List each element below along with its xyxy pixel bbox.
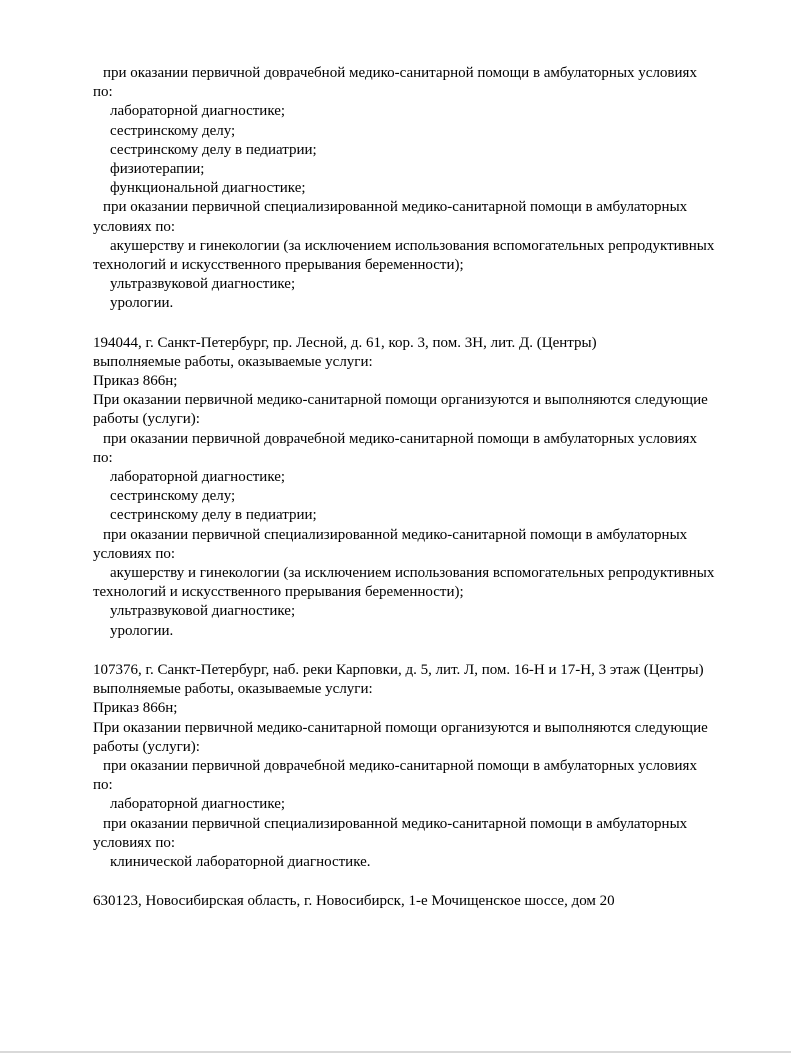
document-line: при оказании первичной доврачебной медико-санитарной помощи в амбулаторных условиях xyxy=(103,65,697,81)
document-line: сестринскому делу; xyxy=(110,488,236,505)
document-line: ультразвуковой диагностике; xyxy=(110,603,296,620)
document-line: условиях по: xyxy=(93,545,176,562)
document-line: технологий и искусственного прерывания беременности); xyxy=(93,257,464,274)
document-line: условиях по: xyxy=(93,218,176,235)
document-line: акушерству и гинекологии (за исключением использования вспомогательных репродуктивных xyxy=(110,237,715,254)
document-line: при оказании первичной доврачебной медико-санитарной помощи в амбулаторных условиях xyxy=(103,430,697,447)
document-line: при оказании первичной доврачебной медико-санитарной помощи в амбулаторных условиях xyxy=(103,757,697,774)
document-section-address-lesnoy-61 xyxy=(93,334,783,641)
document-line: при оказании первичной специализированной медико-санитарной помощи в амбулаторных xyxy=(103,815,688,832)
document-line: 630123, Новосибирская область, г. Новосибирск, 1-е Мочищенское шоссе, дом 20 xyxy=(93,893,615,910)
document-line: сестринскому делу; xyxy=(110,122,236,139)
document-line: ультразвуковой диагностике; xyxy=(110,276,296,293)
document-line: работы (услуги): xyxy=(93,411,200,428)
document-line: лабораторной диагностике; xyxy=(110,469,286,486)
document-section-services-list-continuation xyxy=(93,64,783,314)
license-document-text xyxy=(93,64,783,911)
document-line: функциональной диагностике; xyxy=(110,180,306,197)
document-line: При оказании первичной медико-санитарной помощи организуются и выполняются следующие xyxy=(93,392,708,409)
document-line: условиях по: xyxy=(93,834,176,851)
document-line: клинической лабораторной диагностике. xyxy=(110,853,371,870)
document-line: 107376, г. Санкт-Петербург, наб. реки Карповки, д. 5, лит. Л, пом. 16-Н и 17-Н, 3 этаж (Центры) xyxy=(93,661,704,678)
document-line: урологии. xyxy=(110,295,174,312)
document-line: работы (услуги): xyxy=(93,738,200,755)
document-line: урологии. xyxy=(110,622,174,639)
document-line: физиотерапии; xyxy=(110,161,205,178)
document-line: при оказании первичной специализированной медико-санитарной помощи в амбулаторных xyxy=(103,199,688,216)
document-section-address-novosibirsk xyxy=(93,892,783,911)
document-line: акушерству и гинекологии (за исключением использования вспомогательных репродуктивных xyxy=(110,565,715,582)
bottom-divider xyxy=(0,1051,791,1053)
document-line: выполняемые работы, оказываемые услуги: xyxy=(93,681,373,698)
document-line: технологий и искусственного прерывания беременности); xyxy=(93,584,464,601)
document-line: Приказ 866н; xyxy=(93,373,178,390)
document-line: Приказ 866н; xyxy=(93,700,178,717)
document-line: сестринскому делу в педиатрии; xyxy=(110,141,317,158)
document-line: лабораторной диагностике; xyxy=(110,103,286,120)
document-line: по: xyxy=(93,84,113,101)
document-line: при оказании первичной специализированной медико-санитарной помощи в амбулаторных xyxy=(103,526,688,543)
document-line: сестринскому делу в педиатрии; xyxy=(110,507,317,524)
document-line: по: xyxy=(93,449,113,466)
document-line: лабораторной диагностике; xyxy=(110,796,286,813)
document-line: по: xyxy=(93,777,113,794)
document-line: 194044, г. Санкт-Петербург, пр. Лесной, д. 61, кор. 3, пом. 3Н, лит. Д. (Центры) xyxy=(93,334,597,351)
document-line: При оказании первичной медико-санитарной помощи организуются и выполняются следующие xyxy=(93,719,708,736)
document-line: выполняемые работы, оказываемые услуги: xyxy=(93,353,373,370)
document-section-address-karpovki-5 xyxy=(93,661,783,872)
